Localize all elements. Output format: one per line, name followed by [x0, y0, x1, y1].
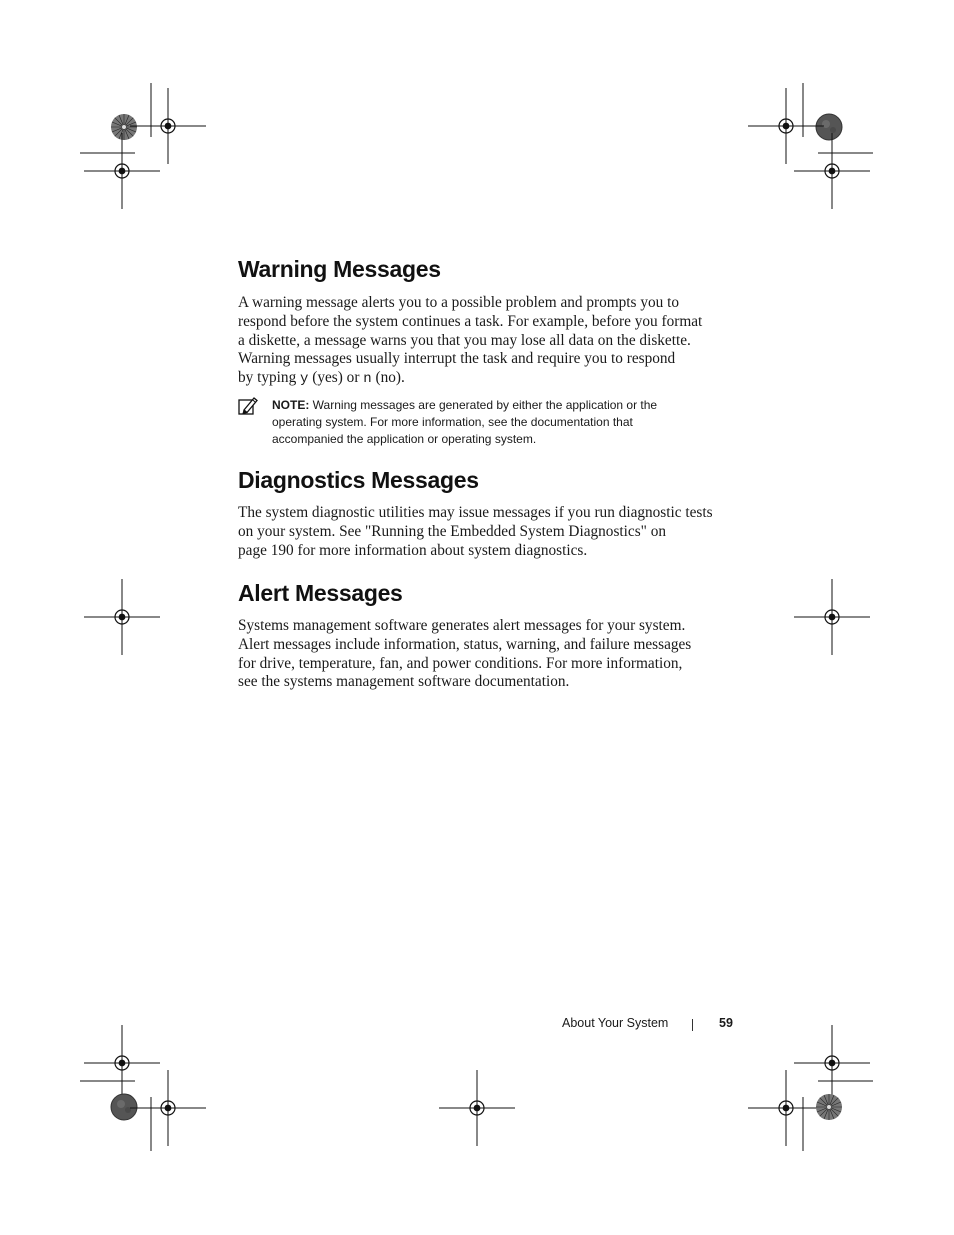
registration-mark-icon: [748, 88, 824, 164]
color-target-icon: [111, 1094, 137, 1120]
footer-chapter-title: About Your System: [562, 1016, 669, 1030]
text-line: page 190 for more information about system diagnostics.: [238, 541, 588, 559]
registration-mark-icon: [84, 133, 160, 209]
text-fragment: by typing: [238, 369, 301, 387]
text-line: A warning message alerts you to a possible problem and prompts you to: [238, 294, 679, 311]
footer-divider: [692, 1019, 693, 1031]
color-target-icon: [816, 114, 842, 140]
section-heading-warning: Warning Messages: [238, 256, 441, 282]
note-line: [272, 397, 732, 414]
registration-mark-icon: [794, 133, 870, 209]
text-line: for drive, temperature, fan, and power conditions. For more information,: [238, 654, 683, 672]
registration-mark-icon: [439, 1070, 515, 1146]
page-number: 59: [719, 1016, 733, 1030]
warning-paragraph: [238, 294, 738, 389]
note-line: operating system. For more information, see the documentation that: [272, 415, 633, 429]
registration-mark-icon: [794, 1025, 870, 1101]
registration-mark-icon: [794, 579, 870, 655]
text-line: respond before the system continues a task. For example, before you format: [238, 312, 703, 330]
code-yes: y: [300, 371, 309, 388]
text-line: [238, 369, 738, 389]
text-fragment: (no).: [371, 369, 405, 387]
registration-mark-icon: [130, 88, 206, 164]
text-line: Systems management software generates alert messages for your system.: [238, 617, 686, 634]
section-heading-alert: Alert Messages: [238, 580, 403, 606]
color-target-icon: [816, 1094, 842, 1120]
text-fragment: Warning messages are generated by either the application or the: [309, 398, 658, 412]
diagnostics-paragraph: [238, 504, 738, 560]
color-target-icon: [111, 114, 137, 140]
registration-mark-icon: [84, 579, 160, 655]
text-line: see the systems management software documentation.: [238, 673, 570, 691]
code-no: n: [363, 371, 372, 388]
note-block: [272, 397, 732, 448]
text-line: a diskette, a message warns you that you may lose all data on the diskette.: [238, 331, 691, 349]
note-label: NOTE:: [272, 398, 310, 412]
alert-paragraph: [238, 617, 738, 692]
text-line: The system diagnostic utilities may issue messages if you run diagnostic tests: [238, 504, 713, 521]
section-heading-diagnostics: Diagnostics Messages: [238, 467, 479, 493]
text-fragment: (yes) or: [308, 369, 364, 387]
text-line: Alert messages include information, status, warning, and failure messages: [238, 635, 692, 653]
text-line: Warning messages usually interrupt the task and require you to respond: [238, 350, 676, 368]
registration-mark-icon: [748, 1070, 824, 1146]
registration-mark-icon: [130, 1070, 206, 1146]
registration-mark-icon: [84, 1025, 160, 1101]
text-line: on your system. See "Running the Embedded System Diagnostics" on: [238, 522, 667, 540]
pencil-note-icon: [238, 396, 258, 416]
note-line: accompanied the application or operating system.: [272, 432, 537, 446]
